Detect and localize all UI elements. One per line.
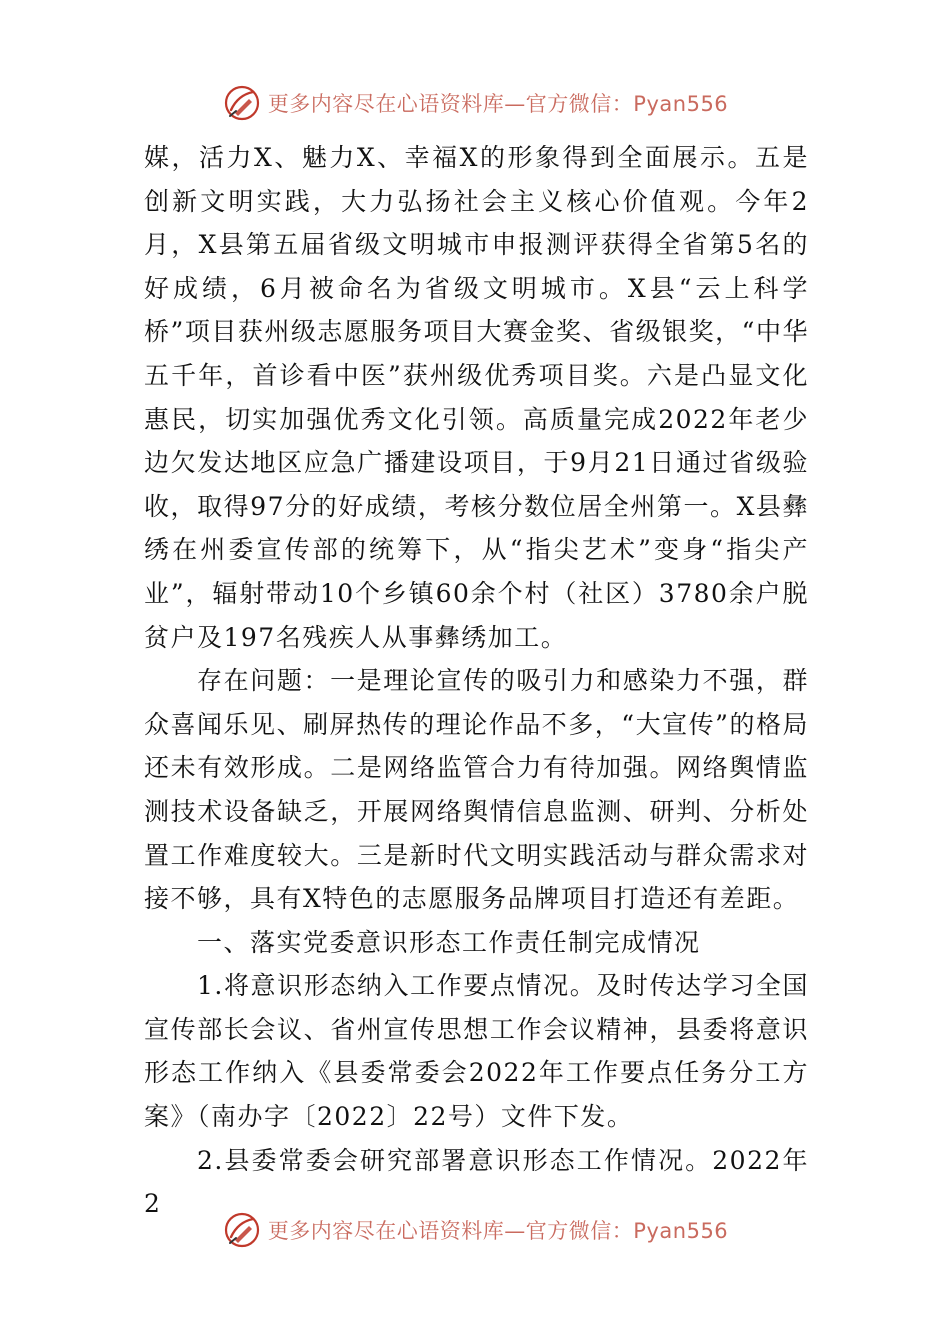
paragraph-item-2: 2.县委常委会研究部署意识形态工作情况。2022年2 (144, 1145, 809, 1219)
pen-seal-logo-icon (222, 1210, 262, 1250)
paragraph-continuation: 媒，活力X、魅力X、幸福X的形象得到全面展示。五是创新文明实践，大力弘扬社会主义核心价值观。今年2月，X县第五届省级文明城市申报测评获得全省第5名的好成绩，6月被命名为省级文明城市。X县“云上科学桥”项目获州级志愿服务项目大赛金奖、省级银奖，“中华五千年，首诊看中医”获州级优秀项目奖。六是凸显文化惠民，切实加强优秀文化引领。高质量完成2022年老少边欠发达地区应急广播建设项目，于9月21日通过省级验收，取得97分的好成绩，考核分数位居全州第一。X县彝绣在州委宣传部的统筹下，从“指尖艺术”变身“指尖产业”，辐射带动10个乡镇60余个村（社区）3780余户脱贫户及197名残疾人从事彝绣加工。 (144, 143, 809, 652)
pen-seal-logo-icon (222, 83, 262, 123)
paragraph-item-1: 1.将意识形态纳入工作要点情况。及时传达学习全国宣传部长会议、省州宣传思想工作会议精神，县委将意识形态工作纳入《县委常委会2022年工作要点任务分工方案》（南办字〔2022〕22号）文件下发。 (144, 971, 809, 1132)
watermark-text: 更多内容尽在心语资料库—官方微信：Pyan556 (267, 1219, 729, 1243)
paragraph-existing-problems: 存在问题：一是理论宣传的吸引力和感染力不强，群众喜闻乐见、刷屏热传的理论作品不多，“大宣传”的格局还未有效形成。二是网络监管合力有待加强。网络舆情监测技术设备缺乏，开展网络舆情信息监测、研判、分析处置工作难度较大。三是新时代文明实践活动与群众需求对接不够，具有X特色的志愿服务品牌项目打造还有差距。 (144, 666, 809, 914)
section-heading: 一、落实党委意识形态工作责任制完成情况 (197, 927, 701, 957)
watermark-footer (0, 1205, 950, 1255)
watermark-text: 更多内容尽在心语资料库—官方微信：Pyan556 (267, 92, 729, 116)
document-body (144, 136, 809, 1226)
watermark-header (0, 78, 950, 128)
